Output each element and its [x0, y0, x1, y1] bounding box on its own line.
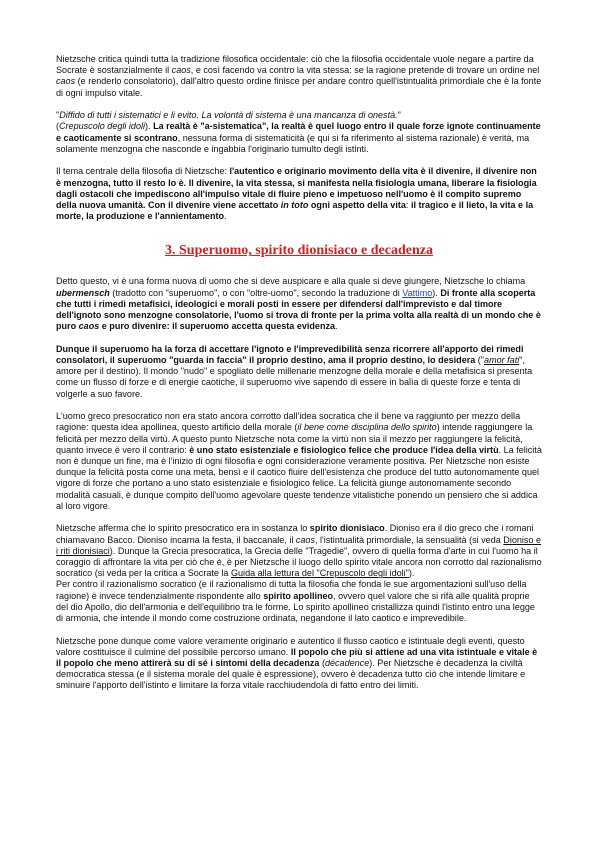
- italic-text: caos: [56, 76, 76, 87]
- text: ). Per Nietzsche è decadenza la civiltà democratica stessa (e il sistema morale del quale è espressione), ovvero è decadenza tutto ciò che intende limitare e sminuire l'apporto dell'istinto e limitare la forza vitale racchiudendola di fatto entro dei limiti.: [56, 658, 526, 691]
- text: Il tema centrale della filosofia di Nietzsche:: [56, 166, 230, 177]
- text: . Dioniso era il dio greco che i romani chiamavano Bacco. Dioniso incarna la festa, il baccanale, il: [56, 523, 534, 545]
- text: (: [319, 658, 325, 669]
- text: ", amore per il destino). Il mondo "nudo" e spogliato delle millenarie menzogne della morale e della metafisica si presenta come un flusso di forze e di energie caotiche, il superuomo vive sapendo di essere in balìa di queste forze e tenta di volgerle a suo favore.: [56, 355, 533, 399]
- link-vattimo[interactable]: Vattimo: [402, 287, 433, 298]
- italic-text: caos: [171, 65, 191, 76]
- text: Nietzsche critica quindi tutta la tradizione filosofica occidentale: ciò che la filosofia occidentale vuole negare a partire da Socrate è sostanzialmente il: [56, 54, 534, 76]
- bold-text: Il popolo che più si attiene ad una vita istintuale e vitale è il popolo che meno attirerà su di sé i sintomi della decadenza: [56, 646, 538, 669]
- text: ) intende raggiungere la felicità per mezzo della virtù. A questo punto Nietzsche nota come la virtù non sia il mezzo per raggiungere la felicità, quanto invece è vero il contrario:: [56, 422, 533, 455]
- text: , e così facendo va contro la vita stessa: se la ragione pretende di trovare un ordine nel: [190, 65, 540, 76]
- italic-text: caos: [295, 534, 315, 545]
- bold-text: il tragico e il lieto, la vita e la morte, la produzione e l'annientamento: [56, 200, 534, 222]
- bold-italic-text: caos: [78, 321, 100, 332]
- paragraph-superuomo: [56, 276, 542, 332]
- section-heading-text: 3. Superuomo, spirito dionisiaco e decadenza: [165, 243, 433, 259]
- quote-source: Crepuscolo degli idoli: [59, 121, 146, 132]
- text: ).: [432, 287, 441, 298]
- bold-text: Dunque il superuomo ha la forza di accettare l'ignoto e l'imprevedibilità senza ricorrere all'apporto dei rimedi consolatori, il superuomo "guarda in faccia" il proprio destino, ama il proprio destino, lo desidera: [56, 343, 524, 366]
- bold-text: ogni aspetto della vita: [308, 200, 406, 211]
- bold-text: Di fronte alla scoperta che tutti i rimedi metafisici, ideologici e morali posti in essere per difendersi dall'imprevisto e dal timore dell'ignoto sono menzogne consolatorie, l'uomo si trova di fronte per la prima volta alla realtà di un mondo che è puro: [56, 287, 541, 332]
- paragraph-apollonian: [56, 579, 542, 624]
- bold-text: e puro divenire: il superuomo accetta questa evidenza: [99, 321, 336, 332]
- paragraph-quote: [56, 110, 542, 155]
- link-dioniso-riti[interactable]: Dioniso e i riti dionisiaci: [56, 534, 541, 556]
- text: (tradotto con "superuomo", o con "oltre-uomo", secondo la traduzione di: [109, 287, 403, 298]
- paragraph-decadence: [56, 636, 542, 692]
- link-amor-fati[interactable]: [484, 355, 519, 365]
- text: ).: [145, 121, 154, 132]
- text: .: [335, 321, 338, 332]
- link-guida-crepuscolo[interactable]: Guida alla lettura del "Crepuscolo degli idoli": [230, 568, 409, 579]
- bold-italic-text: in toto: [280, 200, 309, 211]
- text: (": [475, 355, 485, 366]
- text: , nessuna forma di sistematicità (e qui si fa riferimento al sistema razionale) è verità, ma solamente menzogna che nasconde e ingabbia l'originario tumulto degli istinti.: [56, 132, 530, 154]
- text: Detto questo, vi è una forma nuova di uomo che si deve auspicare e alla quale si deve giungere, Nietzsche lo chiama: [56, 276, 526, 287]
- section-heading: [56, 242, 542, 260]
- bold-text: l'autentico e originario movimento della vita è il divenire, il divenire non è menzogna, tutto il resto lo è. Il divenire, la vita stessa, si manifesta nella fisiologia umana, liberare la fisiologia dagli ostacoli che impediscono all'impulso vitale di fluire pieno e impetuoso nell'uomo è il compito supremo della nuova umanità. Con il divenire viene accettato: [56, 166, 537, 211]
- italic-text: il bene come disciplina dello spirito: [297, 422, 437, 433]
- paragraph-amor-fati: [56, 344, 542, 400]
- text: . La felicità non è dunque un fine, ma è l'inizio di ogni filosofia e ogni considerazione veramente positiva. Per Nietzsche non esiste dunque la felicità posta come una meta, bensì e il caotico fluire dell'esistenza che produce del tutto autonomamente quel vigore di forze che portano a uno stato esistenziale e fisiologico felice. La felicità giunge autonomamente secondo modalità casuali, è dunque compito dell'uomo agevolare queste tendenze vitalistiche ponendo un pensiero che si addica al loro vigore.: [56, 444, 542, 511]
- text: :: [405, 200, 411, 211]
- text: , ovvero quel valore che si rifà alle qualità proprie del dio Apollo, dio dell'armonia e dell'equilibrio tra le forme. Lo spirito apollineo cristallizza quindi l'istinto entro una legge di armonia, che intende il mondo come costruzione ordinata, negandone il lato caotico e imprevedibile.: [56, 590, 535, 624]
- document-page: [56, 54, 542, 703]
- link-text: amor fati: [484, 355, 520, 366]
- text: Per contro il razionalismo socratico (e il razionalismo di tutta la filosofia che fonda le sue argomentazioni sull'uso della ragione) è invece tendenzialmente rispondente allo: [56, 579, 527, 601]
- text: Nietzsche afferma che lo spirito presocratico era in sostanza lo: [56, 523, 310, 534]
- bold-text: è uno stato esistenziale e fisiologico felice che produce l'idea della virtù: [189, 444, 499, 455]
- bold-text: spirito apollineo: [263, 590, 334, 601]
- bold-text: La realtà è "a-sistematica", la realtà è quel luogo entro il quale forze ignote continuamente e caoticamente si scontrano: [56, 121, 541, 143]
- text: Nietzsche pone dunque come valore veramente originario e autentico il flusso caotico e istintuale degli eventi, questo valore costituisce il culmine del possibile percorso umano.: [56, 635, 525, 657]
- text: ": [56, 110, 60, 121]
- text: ": [397, 110, 401, 121]
- paragraph-greek-man: [56, 411, 542, 512]
- quote-text: Diffido di tutti i sistematici e li evito. La volontà di sistema è una mancanza di onestà.: [59, 110, 398, 121]
- text: (e renderlo consolatorio), dall'altro questo ordine finisce per andare contro quell'istintualità primordiale che è la fonte di ogni impulso vitale.: [56, 76, 542, 98]
- text: ). Dunque la Grecia presocratica, la Grecia delle "Tragedie", ovvero di quella forma d'arte in cui l'uomo ha il coraggio di affrontare la vita per ciò che è, è per Nietzsche il luogo dello spirito vitale ancora non corrotto dal razionalismo socratico (si veda per la critica a Socrate la: [56, 545, 542, 579]
- text: .: [224, 211, 227, 222]
- text: (: [56, 121, 60, 132]
- bold-text: spirito dionisiaco: [309, 523, 385, 534]
- paragraph-dionysian: [56, 523, 542, 579]
- italic-text: décadence: [324, 658, 370, 669]
- text: , l'istintualità primordiale, la sensualità (si veda: [315, 534, 504, 545]
- paragraph-critique: [56, 54, 542, 99]
- paragraph-central-theme: [56, 166, 542, 222]
- text: L'uomo greco presocratico non era stato ancora corrotto dall'idea socratica che il bene va raggiunto per mezzo della ragione: questa idea apollinea, questo artificio della morale (: [56, 411, 521, 433]
- text: ).: [408, 568, 415, 579]
- bold-italic-text: ubermensch: [56, 287, 110, 298]
